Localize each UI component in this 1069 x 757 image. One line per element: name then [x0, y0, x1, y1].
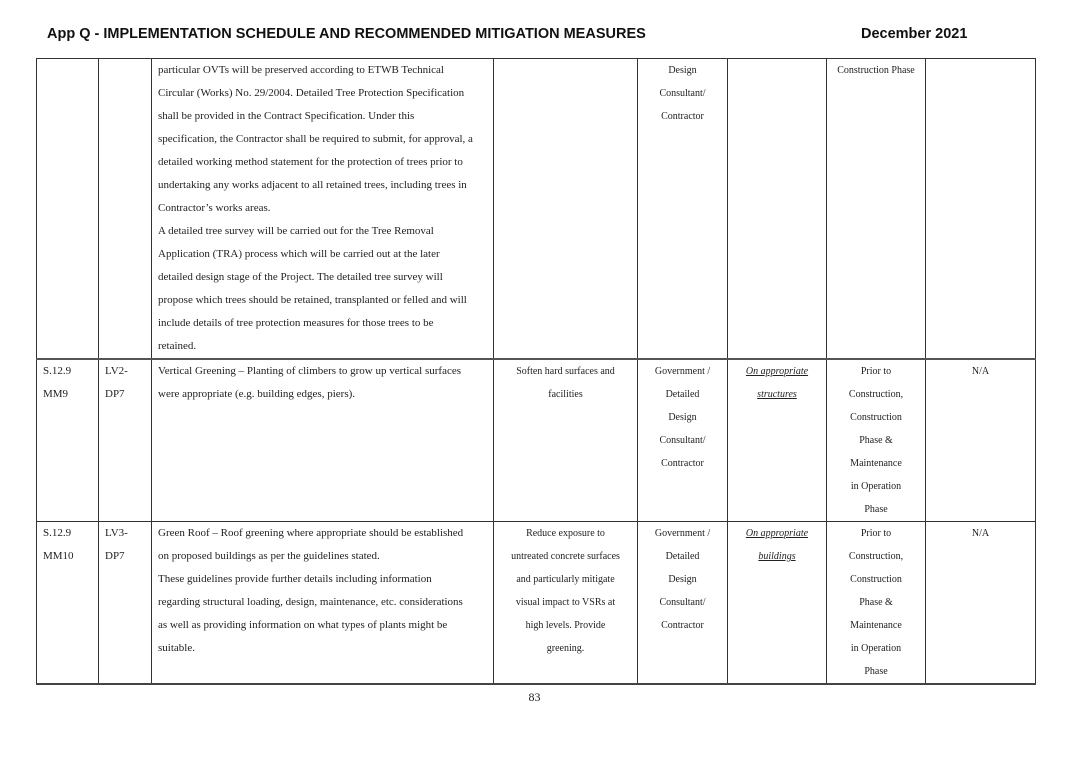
timing-text: in Operation [850, 643, 902, 654]
agent-text: Design [668, 574, 697, 585]
measure-text: retained. [158, 340, 197, 352]
timing-cell [827, 522, 926, 685]
agent-text: Design [668, 65, 697, 76]
measure-text: suitable. [158, 642, 195, 654]
measure-text: These guidelines provide further details including information [158, 573, 432, 585]
objective-text: untreated concrete surfaces [511, 551, 620, 562]
measure-text: undertaking any works adjacent to all retained trees, including trees in [158, 179, 467, 191]
agent-text: Consultant/ [659, 435, 706, 446]
page-number: 83 [528, 690, 541, 704]
agent-text: Detailed [665, 551, 700, 562]
timing-text: Prior to [860, 528, 892, 539]
timing-text: Phase & [859, 435, 893, 446]
ref-text: MM9 [43, 388, 69, 400]
code-cell [99, 522, 152, 685]
location-text: structures [757, 389, 797, 400]
location-cell [728, 59, 827, 360]
measure-text: on proposed buildings as per the guidelines stated. [158, 550, 380, 562]
agent-text: Government / [654, 366, 711, 377]
measure-text: Circular (Works) No. 29/2004. Detailed Tree Protection Specification [158, 87, 465, 99]
agent-text: Detailed [665, 389, 700, 400]
code-text: DP7 [105, 550, 125, 562]
requirement-cell [926, 59, 1036, 360]
ref-cell [37, 59, 99, 360]
ref-text: S.12.9 [43, 365, 72, 377]
measure-text: detailed working method statement for the protection of trees prior to [158, 156, 463, 168]
agent-cell [638, 359, 728, 522]
objective-cell [494, 59, 638, 360]
objective-text: Reduce exposure to [526, 528, 605, 539]
requirement-cell [926, 522, 1036, 685]
objective-cell [494, 522, 638, 685]
agent-text: Government / [654, 528, 711, 539]
timing-cell [827, 359, 926, 522]
measure-text: include details of tree protection measures for those trees to be [158, 317, 434, 329]
document-title: App Q - IMPLEMENTATION SCHEDULE AND RECOMMENDED MITIGATION MEASURES [47, 26, 646, 42]
agent-text: Contractor [661, 620, 704, 631]
measure-text: were appropriate (e.g. building edges, piers). [158, 388, 356, 400]
document-date: December 2021 [861, 26, 968, 42]
agent-cell [638, 59, 728, 360]
location-cell [728, 522, 827, 685]
agent-text: Consultant/ [659, 597, 706, 608]
agent-cell [638, 522, 728, 685]
timing-text: Construction, [848, 389, 904, 400]
objective-text: visual impact to VSRs at [515, 597, 616, 608]
measure-text: Contractor’s works areas. [158, 202, 271, 214]
timing-text: Prior to [860, 366, 892, 377]
measure-text: Vertical Greening – Planting of climbers to grow up vertical surfaces [158, 365, 462, 377]
code-text: DP7 [105, 388, 125, 400]
table-row [37, 59, 1036, 360]
measure-cell [152, 522, 494, 685]
measure-text: A detailed tree survey will be carried out for the Tree Removal [158, 225, 434, 237]
timing-text: Maintenance [850, 458, 902, 469]
requirement-cell [926, 359, 1036, 522]
location-text: On appropriate [745, 528, 809, 539]
code-text: LV2- [105, 365, 128, 377]
objective-text: Soften hard surfaces and [516, 366, 615, 377]
agent-text: Contractor [661, 458, 704, 469]
location-text: buildings [758, 551, 796, 562]
agent-text: Design [668, 412, 697, 423]
measure-text: Green Roof – Roof greening where appropriate should be established [158, 527, 464, 539]
measure-text: regarding structural loading, design, maintenance, etc. considerations [158, 596, 463, 608]
timing-text: Construction, [848, 551, 904, 562]
measure-text: propose which trees should be retained, transplanted or felled and will [158, 294, 467, 306]
timing-text: in Operation [850, 481, 902, 492]
location-cell [728, 359, 827, 522]
measure-cell [152, 59, 494, 360]
measure-text: specification, the Contractor shall be required to submit, for approval, a [158, 133, 473, 145]
implementation-schedule-table [36, 58, 1036, 685]
objective-text: facilities [548, 389, 583, 400]
objective-text: high levels. Provide [525, 620, 606, 631]
location-text: On appropriate [745, 366, 809, 377]
timing-text: Construction Phase [837, 65, 915, 76]
objective-text: greening. [546, 643, 585, 654]
table-row [37, 522, 1036, 685]
timing-text: Phase [864, 666, 888, 677]
measure-text: particular OVTs will be preserved according to ETWB Technical [158, 64, 444, 76]
ref-cell [37, 522, 99, 685]
timing-text: Maintenance [850, 620, 902, 631]
timing-text: Phase & [859, 597, 893, 608]
requirement-text: N/A [971, 528, 990, 539]
agent-text: Contractor [661, 111, 704, 122]
measure-cell [152, 359, 494, 522]
measure-text: detailed design stage of the Project. The detailed tree survey will [158, 271, 443, 283]
objective-cell [494, 359, 638, 522]
code-cell [99, 59, 152, 360]
timing-text: Phase [864, 504, 888, 515]
measure-text: Application (TRA) process which will be carried out at the later [158, 248, 440, 260]
code-cell [99, 359, 152, 522]
requirement-text: N/A [971, 366, 990, 377]
objective-text: and particularly mitigate [516, 574, 615, 585]
timing-cell [827, 59, 926, 360]
timing-text: Construction [850, 574, 902, 585]
ref-cell [37, 359, 99, 522]
measure-text: shall be provided in the Contract Specification. Under this [158, 110, 415, 122]
ref-text: S.12.9 [43, 527, 72, 539]
timing-text: Construction [850, 412, 902, 423]
code-text: LV3- [105, 527, 128, 539]
measure-text: as well as providing information on what types of plants might be [158, 619, 448, 631]
ref-text: MM10 [43, 550, 74, 562]
agent-text: Consultant/ [659, 88, 706, 99]
table-row [37, 359, 1036, 522]
